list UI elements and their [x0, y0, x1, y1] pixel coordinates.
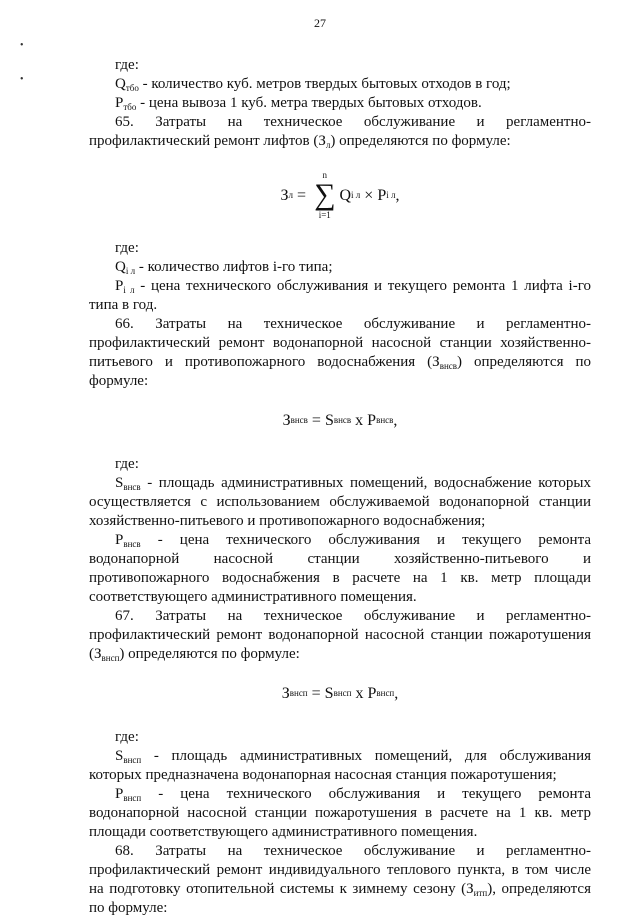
definition-p-vnsv: $P_{внсв}$ - цена технического обслуживания и текущего ремонта водонапорной насосной станции хозяйственно-питьевого и противопожарного водоснабжения в расчете на 1 кв. метр площади соответствующего административного помещения.	[89, 532, 591, 605]
paragraph-66-line: профилактический ремонт водонапорной насосной станции хозяйственно-	[89, 335, 591, 351]
paragraph-65-line: 65. Затраты на техническое обслуживание и регламентно-	[115, 114, 591, 130]
paragraph-66-line: питьевого и противопожарного водоснабжения $(З_{внсв})$ определяются по	[89, 354, 591, 371]
definition-q-tbo: $Q_{тбо}$ - количество куб. метров твердых бытовых отходов в год;	[115, 76, 511, 93]
margin-mark: •	[20, 74, 24, 85]
definition-s-vnsp: $S_{внсп}$ - площадь административных помещений, для обслуживания которых предназначена водонапорная насосная станция пожаротушения;	[89, 748, 591, 783]
paragraph-67-line: профилактический ремонт водонапорной насосной станции пожаротушения	[89, 627, 591, 643]
paragraph-66-line: формуле:	[89, 373, 149, 389]
paragraph-68-line: на подготовку отопительной системы к зимнему сезону $(З_{итп})$, определяются	[89, 881, 591, 898]
where-label: где:	[115, 240, 139, 256]
margin-mark: •	[20, 40, 24, 51]
formula-water-supply: З внсв = S внсв x P внсв ,	[282, 411, 398, 429]
document-body	[89, 56, 591, 918]
definition-p-tbo: $P_{тбо}$ - цена вывоза 1 куб. метра твердых бытовых отходов.	[115, 95, 482, 112]
where-label: где:	[115, 57, 139, 73]
formula-fire-pump: З внсп = S внсп x P внсп ,	[281, 684, 399, 702]
paragraph-67-line: $(З_{внсп})$ определяются по формуле:	[89, 646, 300, 663]
paragraph-67-line: 67. Затраты на техническое обслуживание и регламентно-	[115, 608, 591, 624]
definition-q-l: $Q_{i л}$ - количество лифтов i-го типа;	[115, 259, 333, 276]
definition-p-l: $P_{i л}$ - цена технического обслуживания и текущего ремонта 1 лифта i-го типа в год.	[89, 278, 591, 313]
definition-p-vnsp: $P_{внсп}$ - цена технического обслуживания и текущего ремонта водонапорной насосной станции пожаротушения в расчете на 1 кв. метр площади соответствующего административного помещения.	[89, 786, 591, 840]
paragraph-66-line: 66. Затраты на техническое обслуживание и регламентно-	[115, 316, 591, 332]
paragraph-68-line: по формуле:	[89, 900, 168, 916]
summation-symbol: n ∑ i=1	[314, 170, 336, 220]
definition-s-vnsv: $S_{внсв}$ - площадь административных помещений, водоснабжение которых осуществляется с использованием обслуживаемой водонапорной станции хозяйственно-питьевого и противопожарного водоснабжения;	[89, 475, 591, 529]
where-label: где:	[115, 456, 139, 472]
paragraph-68-line: профилактический ремонт индивидуального теплового пункта, в том числе	[89, 862, 591, 878]
paragraph-68-line: 68. Затраты на техническое обслуживание и регламентно-	[115, 843, 591, 859]
page-number: 27	[314, 16, 326, 30]
paragraph-65-line: профилактический ремонт лифтов $(З_л)$ определяются по формуле:	[89, 133, 511, 150]
formula-elevators: З л = n ∑ i=1 Q i л × P i л ,	[280, 170, 400, 220]
where-label: где:	[115, 729, 139, 745]
